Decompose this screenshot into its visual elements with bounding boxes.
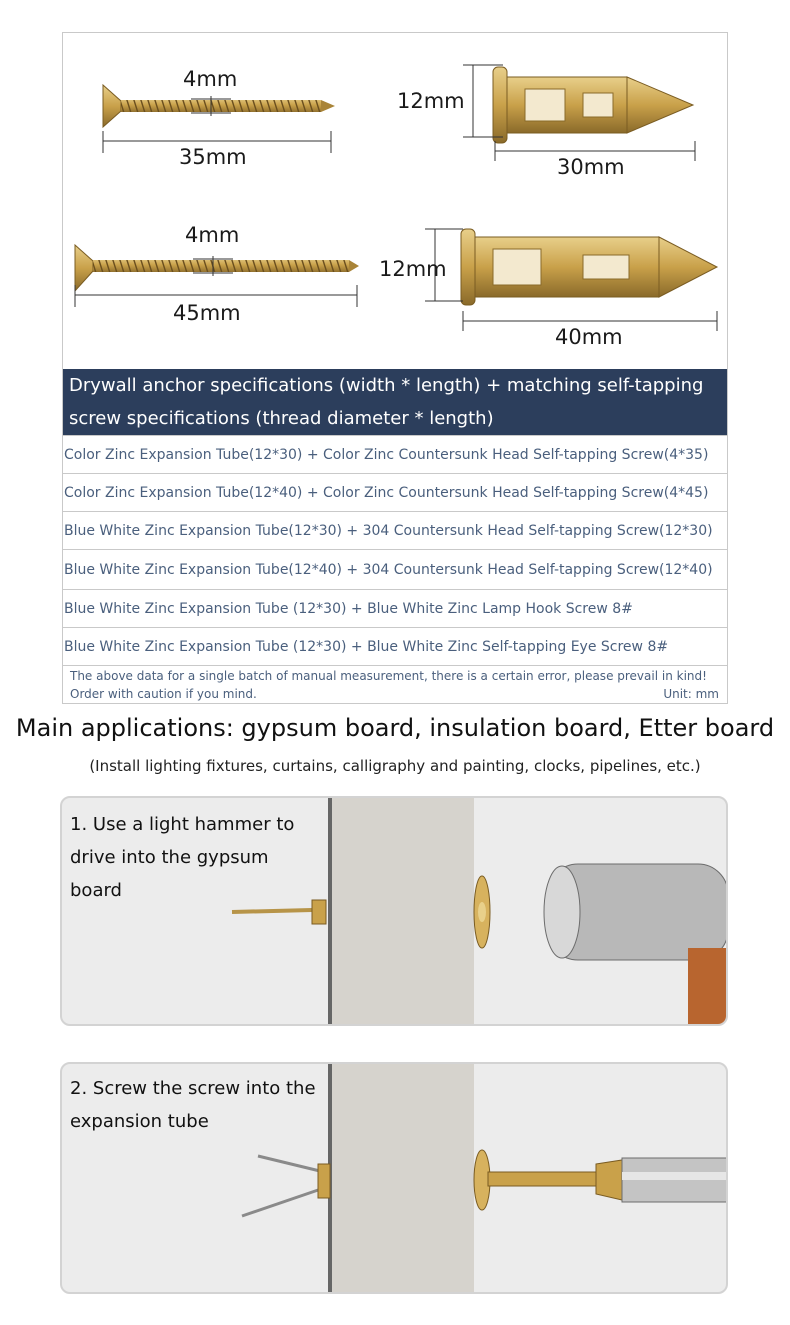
spec-table-header: Drywall anchor specifications (width * length) + matching self-tapping screw specifications (thread diameter * length) <box>63 369 727 435</box>
spec-frame <box>62 32 728 704</box>
step-2-text: 2. Screw the screw into the expansion tube <box>70 1078 316 1132</box>
spec-row: Color Zinc Expansion Tube(12*30) + Color Zinc Countersunk Head Self-tapping Screw(4*35) <box>63 435 727 473</box>
anchor1-width-label: 12mm <box>397 89 465 113</box>
unit-label: Unit: mm <box>663 687 719 701</box>
screw2-length-label: 45mm <box>173 301 241 325</box>
spec-note <box>63 665 727 703</box>
anchor1-length-label: 30mm <box>557 155 625 179</box>
hammer-anchor-illustration <box>62 798 728 1026</box>
anchor2-width-label: 12mm <box>379 257 447 281</box>
anchor-40mm <box>425 229 717 331</box>
screw1-diameter-label: 4mm <box>183 67 238 91</box>
screw-35mm <box>103 85 335 153</box>
applications-title: Main applications: gypsum board, insulation board, Etter board <box>15 714 775 742</box>
step-1-text: 1. Use a light hammer to drive into the gypsum board <box>70 814 295 901</box>
hammer-icon <box>544 864 728 1026</box>
step-2-card <box>60 1062 728 1294</box>
expanded-anchor-icon <box>242 1156 330 1216</box>
applications-subtitle: (Install lighting fixtures, curtains, calligraphy and painting, clocks, pipelines, etc.) <box>89 757 701 775</box>
screw-45mm <box>75 245 359 307</box>
screw1-length-label: 35mm <box>179 145 247 169</box>
screwdriver-illustration <box>62 1064 728 1294</box>
anchor-head-icon <box>474 876 490 948</box>
dimension-diagrams <box>63 33 727 369</box>
note-line-2 <box>70 685 719 703</box>
note-line-1: The above data for a single batch of manual measurement, there is a certain error, please prevail in kind! <box>70 669 707 683</box>
anchor-icon <box>232 900 326 924</box>
screw2-diameter-label: 4mm <box>185 223 240 247</box>
step-1-card <box>60 796 728 1026</box>
note-caution: Order with caution if you mind. <box>70 687 257 701</box>
spec-row: Blue White Zinc Expansion Tube (12*30) + Blue White Zinc Lamp Hook Screw 8# <box>63 589 727 627</box>
screwdriver-bit-icon <box>622 1158 728 1202</box>
screws-and-anchors-illustration <box>63 33 727 369</box>
spec-row: Blue White Zinc Expansion Tube (12*30) + Blue White Zinc Self-tapping Eye Screw 8# <box>63 627 727 665</box>
screw-icon <box>474 1150 622 1210</box>
spec-row: Blue White Zinc Expansion Tube(12*40) + 304 Countersunk Head Self-tapping Screw(12*40) <box>63 549 727 589</box>
spec-row: Color Zinc Expansion Tube(12*40) + Color Zinc Countersunk Head Self-tapping Screw(4*45) <box>63 473 727 511</box>
spec-row: Blue White Zinc Expansion Tube(12*30) + 304 Countersunk Head Self-tapping Screw(12*30) <box>63 511 727 549</box>
anchor-30mm <box>463 65 695 161</box>
anchor2-length-label: 40mm <box>555 325 623 349</box>
